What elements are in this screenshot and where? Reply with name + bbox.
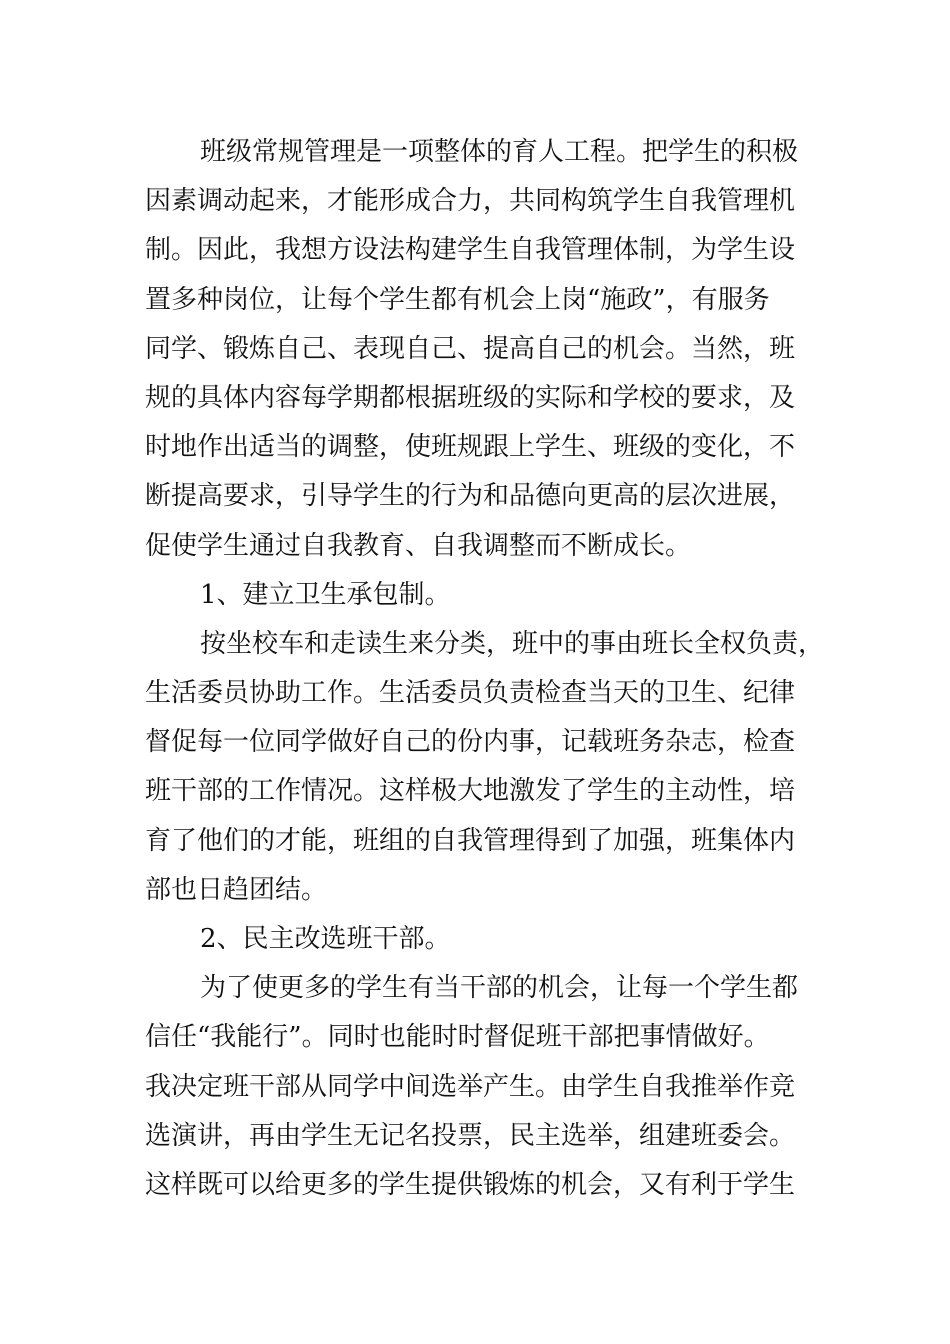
text-line: 因素调动起来，才能形成合力，共同构筑学生自我管理机	[145, 186, 796, 217]
text-line: 我决定班干部从同学中间选举产生。由学生自我推举作竞	[145, 1071, 796, 1102]
text-line: 信任“我能行”。同时也能时时督促班干部把事情做好。	[145, 1022, 770, 1053]
text-line: 班干部的工作情况。这样极大地激发了学生的主动性，培	[145, 776, 796, 807]
text-line: 班级常规管理是一项整体的育人工程。把学生的积极	[200, 137, 799, 167]
text-line: 规的具体内容每学期都根据班级的实际和学校的要求，及	[145, 382, 796, 413]
text-line: 选演讲，再由学生无记名投票，民主选举，组建班委会。	[145, 1120, 796, 1151]
text-line: 育了他们的才能，班组的自我管理得到了加强，班集体内	[145, 825, 796, 856]
section-heading: 1、建立卫生承包制。	[200, 579, 451, 610]
text-line: 置多种岗位，让每个学生都有机会上岗“施政”，有服务	[145, 284, 770, 315]
document-body	[145, 128, 825, 1210]
text-line: 同学、锻炼自己、表现自己、提高自己的机会。当然，班	[145, 333, 796, 364]
text-line: 部也日趋团结。	[145, 874, 328, 905]
text-line: 生活委员协助工作。生活委员负责检查当天的卫生、纪律	[145, 678, 796, 709]
text-line: 时地作出适当的调整，使班规跟上学生、班级的变化，不	[145, 432, 796, 463]
text-line: 督促每一位同学做好自己的份内事，记载班务杂志，检查	[145, 727, 796, 758]
section-heading: 2、民主改选班干部。	[200, 924, 451, 954]
text-line: 促使学生通过自我教育、自我调整而不断成长。	[145, 530, 692, 561]
text-line: 这样既可以给更多的学生提供锻炼的机会，又有利于学生	[145, 1169, 796, 1200]
text-line: 按坐校车和走读生来分类，班中的事由班长全权负责，	[200, 628, 825, 659]
text-line: 断提高要求，引导学生的行为和品德向更高的层次进展，	[145, 481, 796, 512]
text-line: 制。因此，我想方设法构建学生自我管理体制，为学生设	[145, 235, 796, 266]
text-line: 为了使更多的学生有当干部的机会，让每一个学生都	[200, 973, 799, 1004]
